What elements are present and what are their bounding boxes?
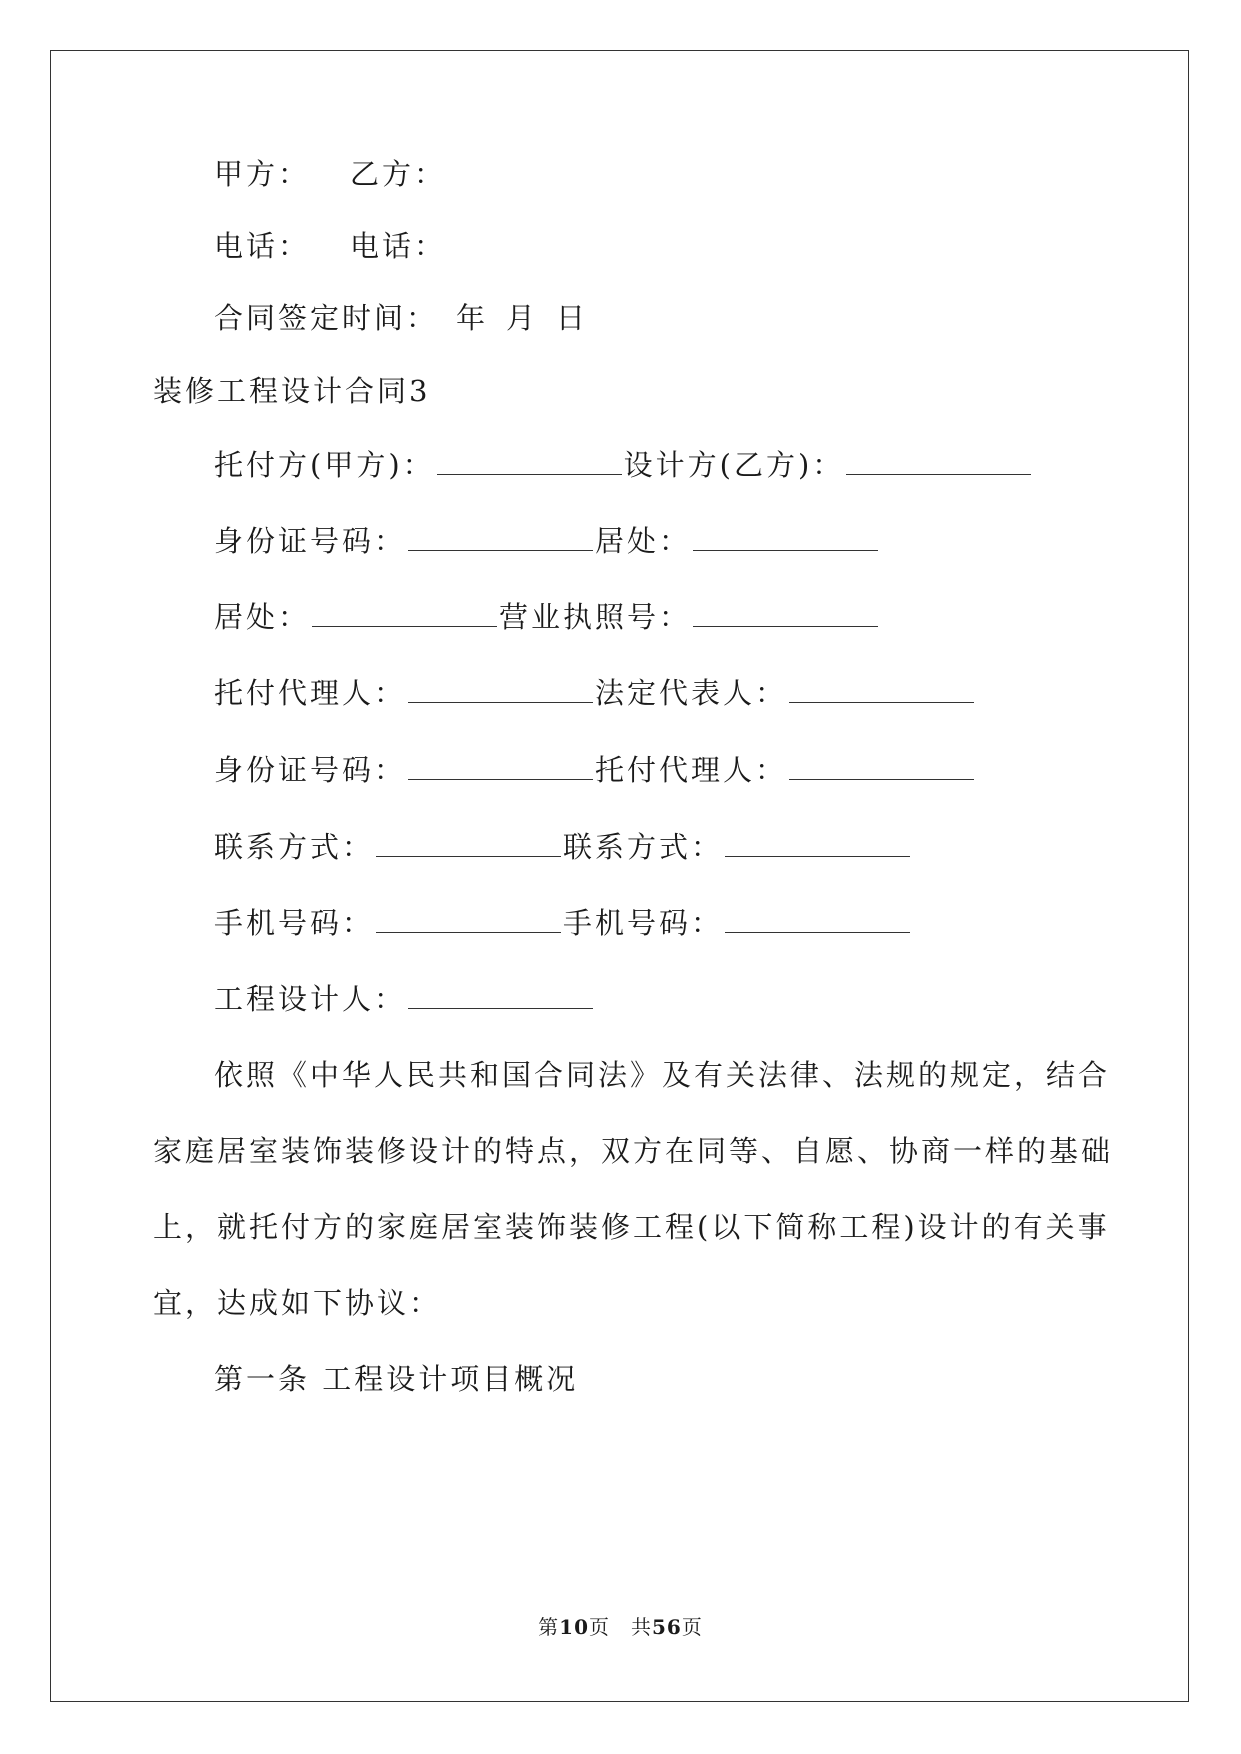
contact-label: 联系方式：	[563, 830, 724, 864]
license-label: 营业执照号：	[499, 600, 692, 634]
engineer-blank	[408, 982, 593, 1009]
residence-label: 居处：	[595, 524, 692, 558]
id-number-label: 身份证号码：	[214, 524, 407, 558]
article-heading: 第一条 工程设计项目概况	[214, 1362, 579, 1396]
party-b-label: 乙方：	[350, 157, 447, 191]
sign-time-line	[214, 298, 588, 338]
engineer-label: 工程设计人：	[214, 982, 407, 1016]
paragraph-line: 宜，达成如下协议：	[153, 1286, 442, 1320]
mobile-label: 手机号码：	[214, 906, 375, 940]
legal-rep-blank	[789, 676, 974, 703]
footer-suffix: 页	[681, 1615, 703, 1639]
residence-blank	[693, 524, 878, 551]
agent-blank	[789, 753, 974, 780]
id-number-label: 身份证号码：	[214, 753, 407, 787]
sign-time-label: 合同签定时间：	[214, 301, 439, 335]
sign-day: 日	[556, 301, 589, 335]
engineer-line	[214, 979, 595, 1019]
paragraph-line: 家庭居室装饰装修设计的特点，双方在同等、自愿、协商一样的基础	[153, 1134, 1114, 1168]
contact-label: 联系方式：	[214, 830, 375, 864]
id-agent-line	[214, 750, 976, 790]
id-number-blank	[408, 753, 593, 780]
residence-license-line	[214, 597, 880, 637]
paragraph-line: 上，就托付方的家庭居室装饰装修工程(以下简称工程)设计的有关事	[153, 1210, 1110, 1244]
license-blank	[693, 600, 878, 627]
sign-month: 月	[506, 301, 539, 335]
phone-line	[214, 226, 446, 266]
client-line	[214, 445, 1033, 485]
page-total: 56	[652, 1615, 682, 1639]
footer-mid: 页 共	[589, 1615, 652, 1639]
id-number-blank	[408, 524, 593, 551]
agent-legal-line	[214, 673, 976, 713]
phone-a-label: 电话：	[214, 229, 311, 263]
agent-label: 托付代理人：	[595, 753, 788, 787]
designer-blank	[846, 448, 1031, 475]
mobile-label: 手机号码：	[563, 906, 724, 940]
mobile-blank	[725, 906, 910, 933]
paragraph-line: 依照《中华人民共和国合同法》及有关法律、法规的规定，结合	[214, 1058, 1111, 1092]
legal-rep-label: 法定代表人：	[595, 676, 788, 710]
client-blank	[437, 448, 622, 475]
designer-label: 设计方(乙方)：	[623, 448, 845, 482]
client-label: 托付方(甲方)：	[214, 448, 435, 482]
page-footer	[0, 1611, 1241, 1640]
page-number: 10	[559, 1615, 589, 1639]
party-line	[214, 154, 446, 194]
footer-prefix: 第	[538, 1615, 560, 1639]
mobile-blank	[376, 906, 561, 933]
agent-blank	[408, 676, 593, 703]
contact-blank	[376, 830, 561, 857]
contact-blank	[725, 830, 910, 857]
section-title: 装修工程设计合同3	[153, 374, 431, 408]
id-residence-line	[214, 521, 880, 561]
contact-line	[214, 827, 912, 867]
agent-label: 托付代理人：	[214, 676, 407, 710]
residence-blank	[312, 600, 497, 627]
residence-label: 居处：	[214, 600, 311, 634]
party-a-label: 甲方：	[214, 157, 311, 191]
mobile-line	[214, 903, 912, 943]
phone-b-label: 电话：	[350, 229, 447, 263]
sign-year: 年	[456, 301, 489, 335]
